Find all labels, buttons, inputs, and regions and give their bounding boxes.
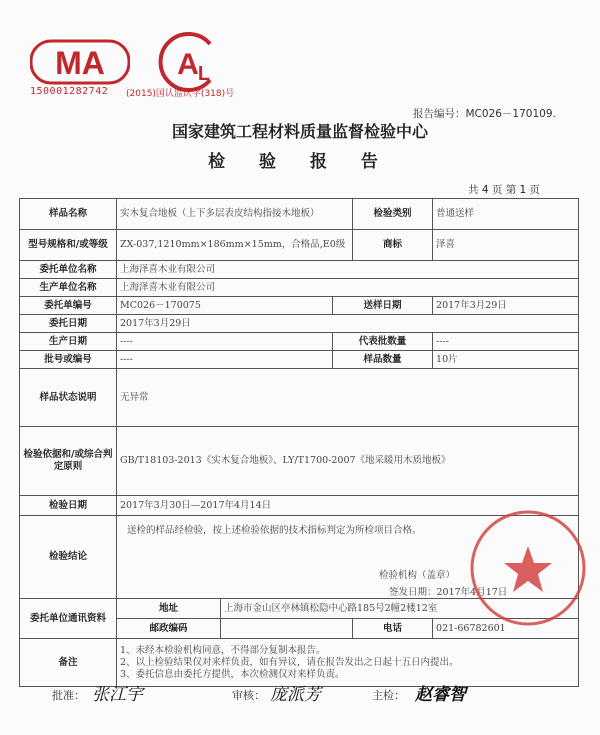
conclusion-label: 检验结论 — [20, 516, 117, 599]
remarks-label: 备注 — [20, 639, 117, 687]
test-type-label: 检验类别 — [353, 199, 433, 230]
review-signature: 庞派芳 — [270, 685, 321, 705]
document-subtitle: 检 验 报 告 — [208, 152, 392, 172]
test-label: 主检： — [372, 689, 405, 702]
prod-date: ---- — [117, 333, 333, 351]
conclusion: 送检的样品经检验，按上述检验依据的技术指标判定为所检项目合格。 — [127, 525, 422, 536]
table-row — [20, 261, 579, 279]
test-signature: 赵睿智 — [415, 685, 466, 705]
ma-logo — [30, 38, 130, 86]
test-date-label: 检验日期 — [20, 496, 117, 516]
table-row — [20, 369, 579, 427]
review-label: 审核： — [232, 689, 265, 702]
basis: GB/T18103-2013《实木复合地板》、LY/T1700-2007《地采暖用木质地板》 — [117, 427, 579, 496]
rep-qty-label: 代表批数量 — [333, 333, 433, 351]
remark-3: 3、委托信息由委托方提供，本次检测仅对来样负责。 — [120, 668, 345, 680]
send-date-label: 送样日期 — [333, 297, 433, 315]
remarks — [117, 639, 579, 687]
model-label: 型号规格和/或等级 — [20, 230, 117, 261]
seal-stamp — [468, 508, 588, 628]
issue-date: 签发日期：2017年4月17日 — [389, 587, 508, 598]
test-type: 普通送样 — [433, 199, 579, 230]
remark-2: 2、以上检验结果仅对来样负责，如有异议，请在报告发出之日起十五日内提出。 — [120, 656, 459, 668]
order-no: MC026－170075 — [117, 297, 333, 315]
maker-label: 生产单位名称 — [20, 279, 117, 297]
brand: 泽喜 — [433, 230, 579, 261]
approve-label: 批准： — [52, 689, 85, 702]
institution-seal-label: 检验机构（盖章） — [379, 570, 456, 581]
remark-1: 1、未经本检验机构同意，不得部分复制本报告。 — [120, 644, 326, 656]
state-label: 样品状态说明 — [20, 369, 117, 427]
entrust-date: 2017年3月29日 — [117, 315, 579, 333]
address-label: 地址 — [117, 599, 221, 619]
cal-logo — [150, 30, 222, 92]
postal-label: 邮政编码 — [117, 619, 221, 639]
contact-label: 委托单位通讯资料 — [20, 599, 117, 639]
batch-label: 批号或编号 — [20, 351, 117, 369]
order-no-label: 委托单编号 — [20, 297, 117, 315]
sample-qty: 10片 — [433, 351, 579, 369]
address: 上海市金山区亭林镇松隐中心路185号2幢2楼12室 — [221, 599, 579, 619]
table-row — [20, 351, 579, 369]
svg-text:MA: MA — [55, 45, 105, 81]
svg-text:A: A — [177, 48, 199, 81]
table-row — [20, 230, 579, 261]
client: 上海泽喜木业有限公司 — [117, 261, 579, 279]
table-row — [20, 279, 579, 297]
phone-label: 电话 — [353, 619, 433, 639]
send-date: 2017年3月29日 — [433, 297, 579, 315]
page-info: 共 4 页 第 1 页 — [468, 184, 541, 196]
phone: 021-66782601 — [433, 619, 579, 639]
license-number: 150001282742 — [30, 86, 109, 97]
maker: 上海泽喜木业有限公司 — [117, 279, 579, 297]
test-date: 2017年3月30日—2017年4月14日 — [117, 496, 579, 516]
basis-label: 检验依据和/或综合判定原则 — [20, 427, 117, 496]
sample-name: 实木复合地板（上下多层表皮结构指接木地板） — [117, 199, 353, 230]
rep-qty: ---- — [433, 333, 579, 351]
table-row — [20, 427, 579, 496]
state: 无异常 — [117, 369, 579, 427]
approve-signature: 张江宇 — [92, 685, 143, 705]
sample-qty-label: 样品数量 — [333, 351, 433, 369]
document-title: 国家建筑工程材料质量监督检验中心 — [171, 122, 428, 141]
svg-text:L: L — [197, 63, 211, 85]
sample-name-label: 样品名称 — [20, 199, 117, 230]
entrust-date-label: 委托日期 — [20, 315, 117, 333]
table-row — [20, 297, 579, 315]
brand-label: 商标 — [353, 230, 433, 261]
table-row — [20, 333, 579, 351]
model: ZX-037,1210mm×186mm×15mm，合格品,E0级 — [117, 230, 353, 261]
client-label: 委托单位名称 — [20, 261, 117, 279]
batch: ---- — [117, 351, 333, 369]
report-number: 报告编号：MC026－170109. — [413, 108, 556, 120]
license-cert: (2015)国认监认字(318)号 — [126, 89, 235, 99]
table-row — [20, 199, 579, 230]
table-row — [20, 315, 579, 333]
postal — [221, 619, 353, 639]
prod-date-label: 生产日期 — [20, 333, 117, 351]
